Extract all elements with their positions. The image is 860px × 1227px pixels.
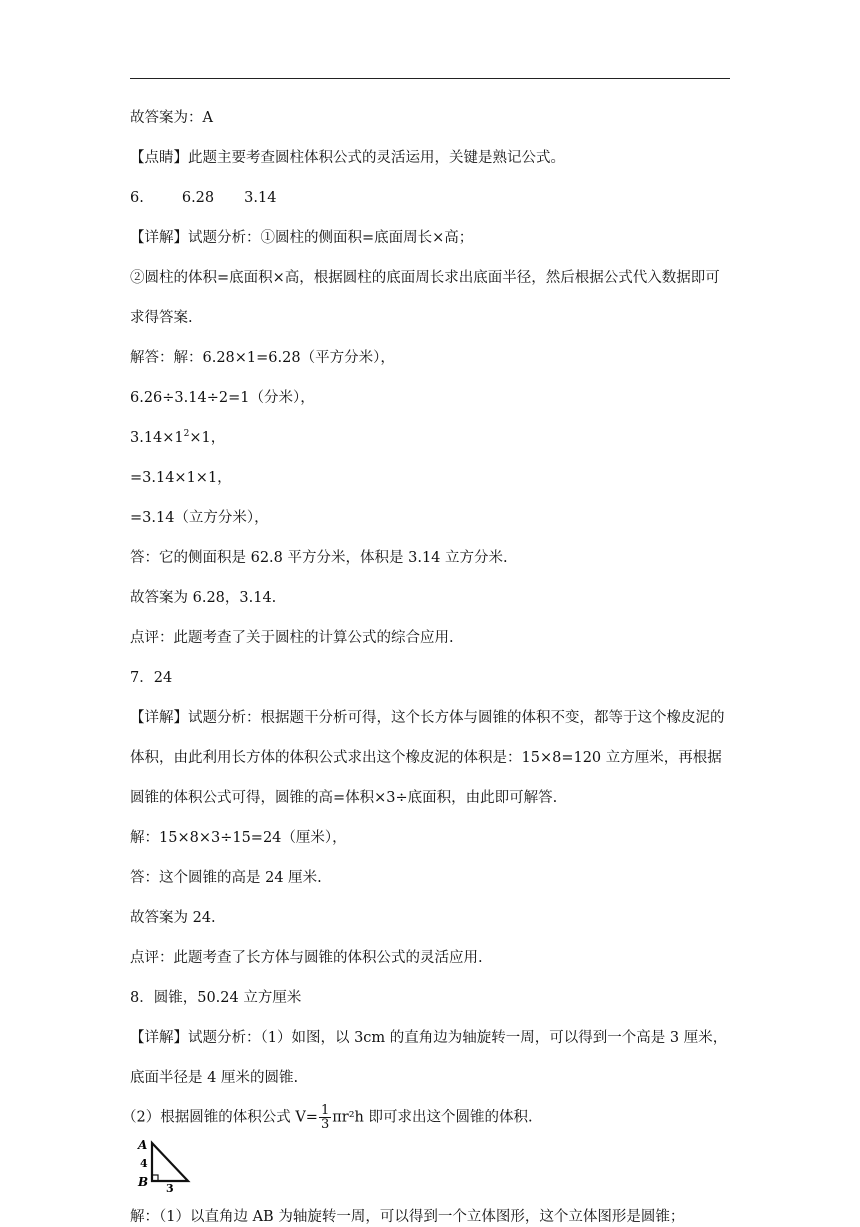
text-line: 6.26÷3.14÷2=1（分米）， (130, 390, 315, 406)
answer-value: 6.28 (181, 190, 215, 206)
fraction-numerator: 1 (320, 1103, 330, 1118)
text-line: 故答案为：A (130, 110, 213, 126)
text-line: 解：（1）以直角边 AB 为轴旋转一周，可以得到一个立体图形，这个立体图形是圆锥； (130, 1209, 685, 1225)
text-paragraph: 【详解】试题分析：根据题干分析可得，这个长方体与圆锥的体积不变，都等于这个橡皮泥的体积，由此利用长方体的体积公式求出这个橡皮泥的体积是：15×8=120 立方厘米，再根据圆锥的体积公式可得，圆锥的高=体积×3÷底面积，由此即可解答. (130, 710, 725, 806)
formula-text: （2）根据圆锥的体积公式 V= (122, 1109, 318, 1126)
fraction-denominator: 3 (320, 1117, 330, 1132)
expr: ×1， (189, 430, 226, 446)
exponent: 2 (183, 429, 190, 440)
text-line: 解答：解：6.28×1=6.28（平方分米）， (130, 350, 395, 366)
expr: 3.14×1 (130, 430, 184, 446)
header-rule (130, 78, 730, 79)
text-line: 解：15×8×3÷15=24（厘米）， (130, 830, 347, 846)
text-line: 【详解】试题分析：①圆柱的侧面积=底面周长×高； (130, 230, 474, 246)
text-line: 答：它的侧面积是 62.8 平方分米，体积是 3.14 立方分米. (130, 550, 508, 566)
text-line: 故答案为 24. (130, 910, 216, 926)
text-paragraph: ②圆柱的体积=底面积×高，根据圆柱的底面周长求出底面半径，然后根据公式代入数据即可求得答案. (130, 270, 720, 326)
formula-text: πr²h 即可求出这个圆锥的体积. (332, 1109, 533, 1126)
answer-value: 3.14 (244, 190, 277, 206)
text-line: 故答案为 6.28，3.14. (130, 590, 277, 606)
document-body (122, 108, 730, 1227)
question-number: 6. (130, 190, 144, 206)
side-length-label: 4 (140, 1157, 148, 1170)
text-line: 【点睛】此题主要考查圆柱体积公式的灵活运用，关键是熟记公式。 (130, 150, 565, 166)
base-length-label: 3 (166, 1182, 174, 1193)
text-line: 7．24 (130, 670, 173, 686)
vertex-label-a: A (138, 1138, 148, 1152)
question-6-answer (130, 188, 730, 208)
fraction (319, 1104, 331, 1131)
text-line (130, 428, 730, 448)
text-paragraph: 【详解】试题分析：（1）如图，以 3cm 的直角边为轴旋转一周，可以得到一个高是 3 厘米，底面半径是 4 厘米的圆锥. (130, 1030, 728, 1086)
text-line: =3.14（立方分米）， (130, 510, 269, 526)
text-line: 点评：此题考查了长方体与圆锥的体积公式的灵活应用. (130, 950, 483, 966)
text-line: 8．圆锥，50.24 立方厘米 (130, 990, 302, 1006)
triangle-figure (136, 1137, 730, 1197)
vertex-label-b: B (138, 1175, 149, 1189)
text-line: 点评：此题考查了关于圆柱的计算公式的综合应用. (130, 630, 454, 646)
text-line: 答：这个圆锥的高是 24 厘米. (130, 870, 322, 886)
text-line (122, 1104, 730, 1131)
text-line: =3.14×1×1， (130, 470, 232, 486)
